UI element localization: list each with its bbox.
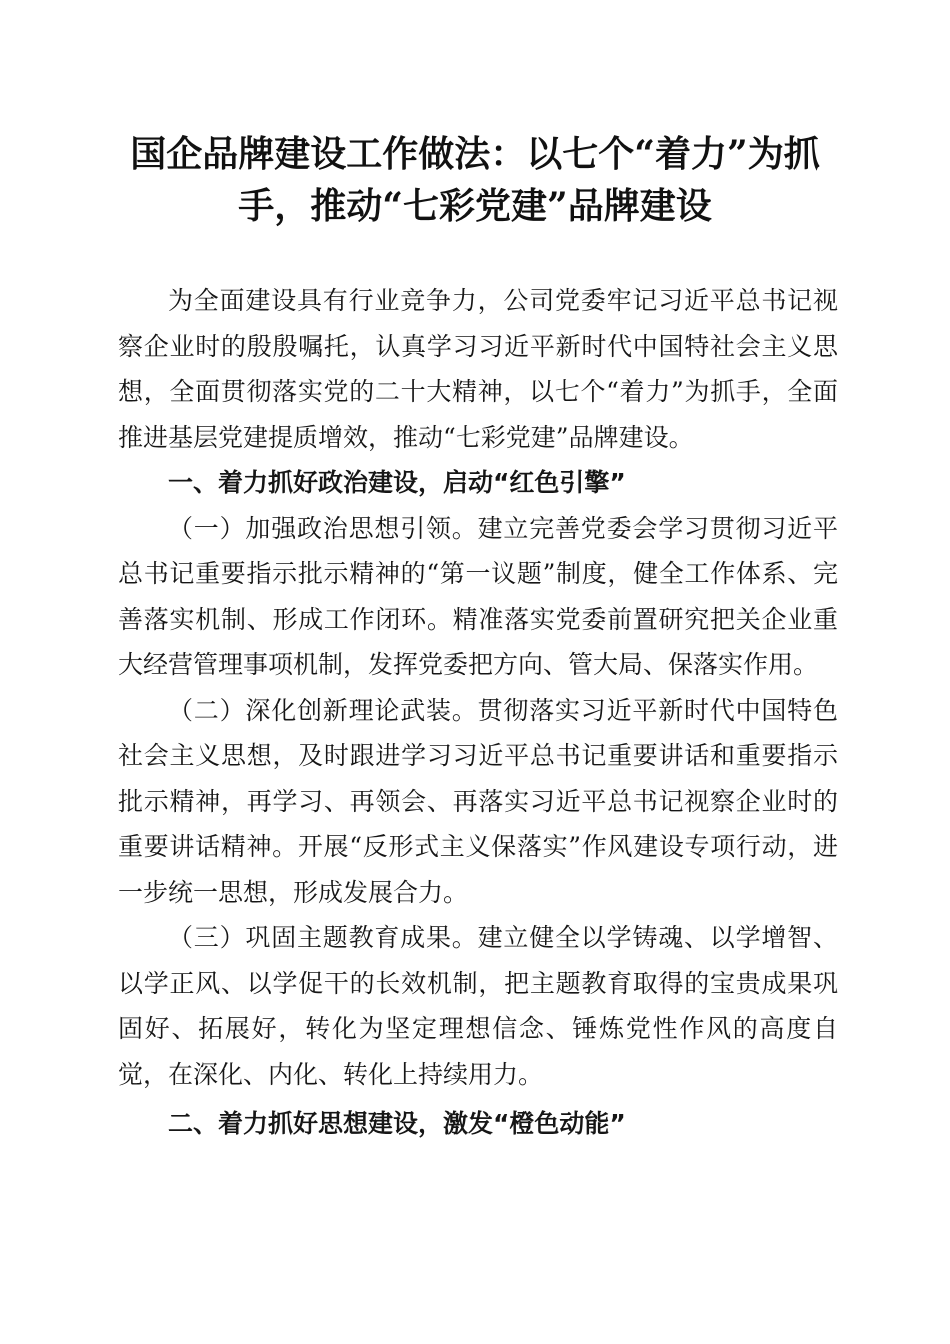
section-2-heading: 二、着力抓好思想建设，激发“橙色动能”	[168, 1109, 626, 1138]
title-line-1: 国企品牌建设工作做法：以七个“着力”为抓	[130, 133, 820, 175]
document-title	[96, 128, 854, 232]
intro-paragraph: 为全面建设具有行业竞争力，公司党委牢记习近平总书记视察企业时的殷殷嘱托，认真学习习近平新时代中国特社会主义思想，全面贯彻落实党的二十大精神，以七个“着力”为抓手，全面推进基层党建提质增效，推动“七彩党建”品牌建设。	[118, 286, 838, 452]
section-1-item-3: （三）巩固主题教育成果。建立健全以学铸魂、以学增智、以学正风、以学促干的长效机制，把主题教育取得的宝贵成果巩固好、拓展好，转化为坚定理想信念、锤炼党性作风的高度自觉，在深化、内化、转化上持续用力。	[118, 923, 838, 1089]
section-1-item-2: （二）深化创新理论武装。贯彻落实习近平新时代中国特色社会主义思想，及时跟进学习习近平总书记重要讲话和重要指示批示精神，再学习、再领会、再落实习近平总书记视察企业时的重要讲话精神。开展“反形式主义保落实”作风建设专项行动，进一步统一思想，形成发展合力。	[118, 695, 838, 907]
section-1-heading: 一、着力抓好政治建设，启动“红色引擎”	[168, 468, 626, 497]
document-body	[118, 278, 838, 1147]
title-line-2: 手，推动“七彩党建”品牌建设	[238, 185, 712, 227]
section-1-item-1: （一）加强政治思想引领。建立完善党委会学习贯彻习近平总书记重要指示批示精神的“第一议题”制度，健全工作体系、完善落实机制、形成工作闭环。精准落实党委前置研究把关企业重大经营管理事项机制，发挥党委把方向、管大局、保落实作用。	[118, 513, 838, 679]
